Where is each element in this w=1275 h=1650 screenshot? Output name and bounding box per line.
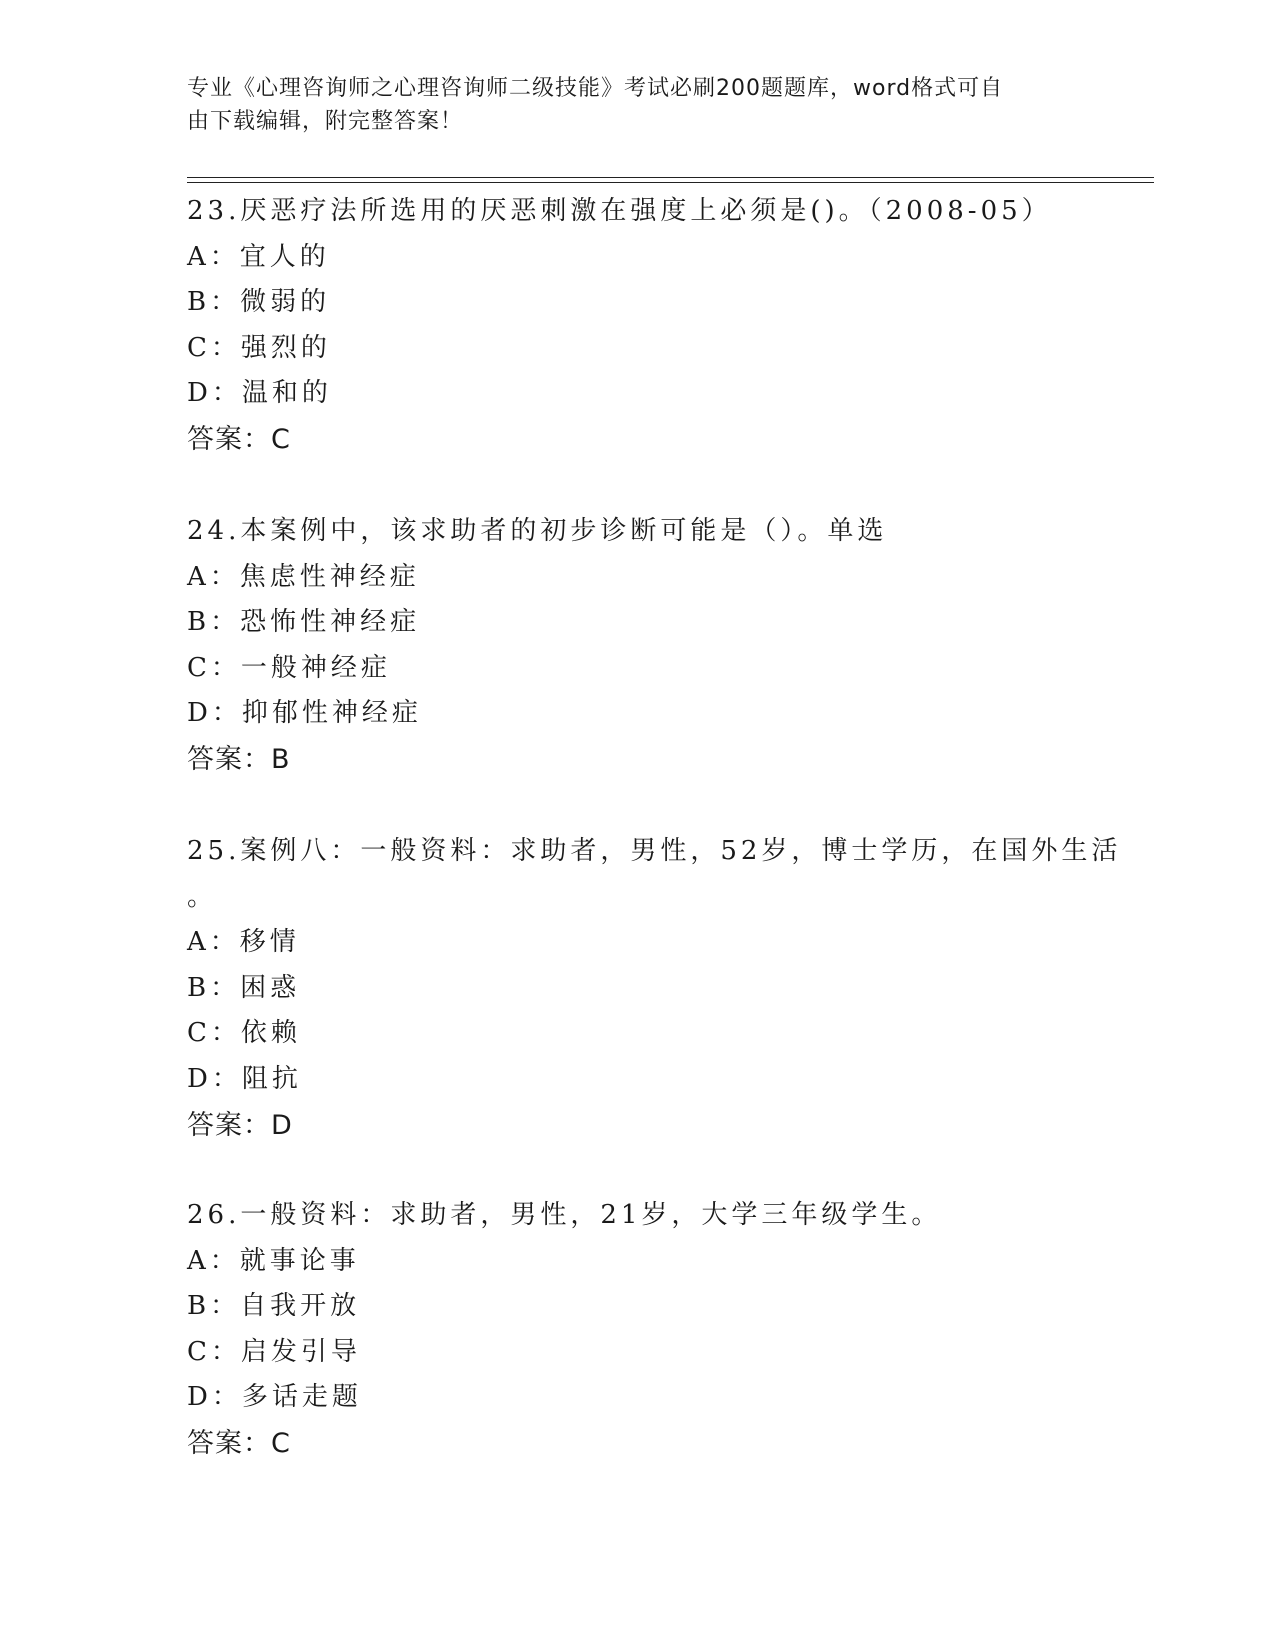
- question-block: [187, 509, 1087, 783]
- option-d: D：温和的: [187, 378, 332, 409]
- option-d: D：阻抗: [187, 1063, 302, 1094]
- header-line-1: 专业《心理咨询师之心理咨询师二级技能》考试必刷200题题库，word格式可自: [187, 76, 1004, 101]
- option-c: C：一般神经症: [187, 652, 391, 683]
- header-divider-top: [187, 177, 1154, 178]
- option-a: A：焦虑性神经症: [187, 561, 420, 592]
- option-c: C：依赖: [187, 1018, 301, 1049]
- document-header: [187, 72, 1087, 138]
- option-b: B：微弱的: [187, 287, 331, 318]
- question-block: [187, 1193, 1087, 1467]
- question-block: [187, 829, 1122, 1148]
- header-line-2: 由下载编辑，附完整答案！: [187, 109, 464, 134]
- answer-text: 答案：C: [187, 1427, 291, 1459]
- question-text: 25.案例八：一般资料：求助者，男性，52岁，博士学历，在国外生活: [187, 836, 1122, 866]
- answer-text: 答案：C: [187, 423, 291, 455]
- option-d: D：多话走题: [187, 1382, 362, 1413]
- header-divider-bottom: [187, 182, 1154, 183]
- option-a: A：就事论事: [187, 1245, 360, 1276]
- question-block: [187, 189, 1087, 463]
- option-a: A：移情: [187, 927, 300, 958]
- question-text: 24.本案例中，该求助者的初步诊断可能是（）。单选: [187, 516, 888, 546]
- answer-text: 答案：B: [187, 743, 291, 775]
- answer-text: 答案：D: [187, 1109, 293, 1141]
- option-d: D：抑郁性神经症: [187, 698, 422, 729]
- question-text-continuation: 。: [187, 881, 214, 912]
- option-b: B：自我开放: [187, 1291, 361, 1322]
- question-text: 26.一般资料：求助者，男性，21岁，大学三年级学生。: [187, 1200, 942, 1230]
- option-a: A：宜人的: [187, 241, 330, 272]
- option-b: B：困惑: [187, 972, 301, 1003]
- option-c: C：强烈的: [187, 332, 331, 363]
- question-text: 23.厌恶疗法所选用的厌恶刺激在强度上必须是()。（2008-05）: [187, 196, 1052, 226]
- option-c: C：启发引导: [187, 1336, 361, 1367]
- option-b: B：恐怖性神经症: [187, 607, 421, 638]
